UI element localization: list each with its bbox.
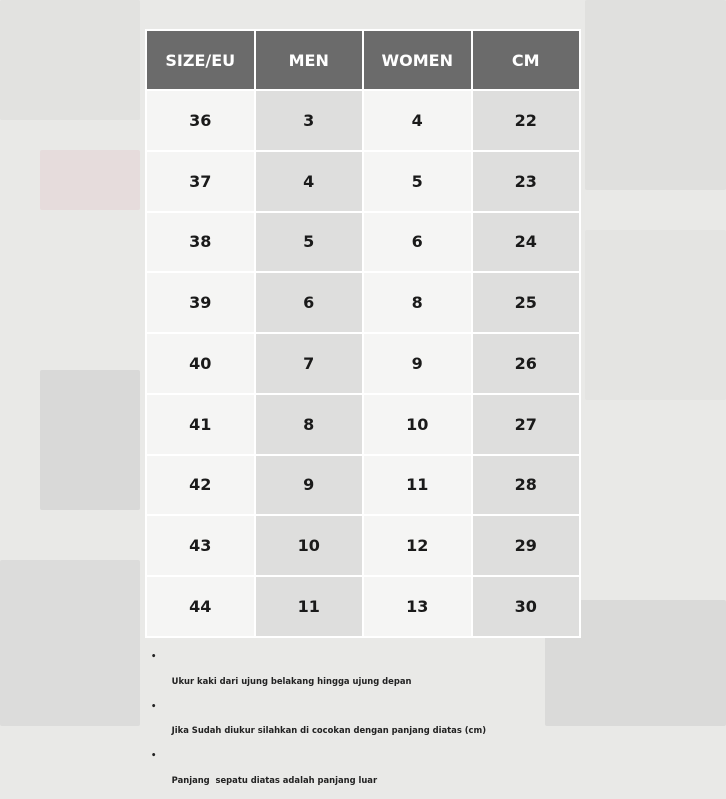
list-item bbox=[150, 650, 486, 700]
table-row bbox=[146, 151, 580, 212]
background-photo-top-left bbox=[0, 0, 140, 120]
bullet-icon: • bbox=[151, 750, 157, 761]
cell-women: 8 bbox=[363, 272, 472, 333]
table-row bbox=[146, 272, 580, 333]
cell-men: 5 bbox=[255, 212, 364, 273]
table-row bbox=[146, 394, 580, 455]
cell-men: 4 bbox=[255, 151, 364, 212]
table-row bbox=[146, 212, 580, 273]
measurement-notes bbox=[150, 650, 486, 799]
table-row bbox=[146, 333, 580, 394]
table-row bbox=[146, 515, 580, 576]
list-item bbox=[150, 700, 486, 750]
cell-men: 11 bbox=[255, 576, 364, 637]
header-women: WOMEN bbox=[363, 30, 472, 90]
cell-size-eu: 36 bbox=[146, 90, 255, 151]
bullet-icon: • bbox=[151, 651, 157, 661]
size-chart bbox=[145, 29, 581, 638]
table-row bbox=[146, 90, 580, 151]
cell-men: 3 bbox=[255, 90, 364, 151]
cell-cm: 25 bbox=[472, 272, 581, 333]
background-photo-left-shoe-red bbox=[40, 150, 140, 210]
note-text: Ukur kaki dari ujung belakang hingga ujung depan bbox=[171, 675, 412, 686]
cell-size-eu: 40 bbox=[146, 333, 255, 394]
table-row bbox=[146, 455, 580, 516]
list-item bbox=[150, 749, 486, 799]
cell-size-eu: 43 bbox=[146, 515, 255, 576]
cell-size-eu: 41 bbox=[146, 394, 255, 455]
bullet-icon: • bbox=[151, 700, 157, 711]
background-photo-right-mid bbox=[585, 230, 726, 400]
cell-women: 13 bbox=[363, 576, 472, 637]
cell-men: 9 bbox=[255, 455, 364, 516]
cell-cm: 30 bbox=[472, 576, 581, 637]
table-row bbox=[146, 576, 580, 637]
cell-cm: 26 bbox=[472, 333, 581, 394]
cell-women: 10 bbox=[363, 394, 472, 455]
cell-size-eu: 37 bbox=[146, 151, 255, 212]
header-men: MEN bbox=[255, 30, 364, 90]
cell-size-eu: 39 bbox=[146, 272, 255, 333]
cell-men: 10 bbox=[255, 515, 364, 576]
cell-women: 4 bbox=[363, 90, 472, 151]
cell-women: 11 bbox=[363, 455, 472, 516]
header-cm: CM bbox=[472, 30, 581, 90]
table-header-row bbox=[146, 30, 580, 90]
cell-men: 8 bbox=[255, 394, 364, 455]
cell-cm: 29 bbox=[472, 515, 581, 576]
note-text: Panjang sepatu diatas adalah panjang luar bbox=[171, 775, 378, 786]
background-photo-bottom-left bbox=[0, 560, 140, 726]
cell-size-eu: 44 bbox=[146, 576, 255, 637]
cell-cm: 22 bbox=[472, 90, 581, 151]
cell-cm: 24 bbox=[472, 212, 581, 273]
cell-men: 6 bbox=[255, 272, 364, 333]
note-text: Jika Sudah diukur silahkan di cocokan dengan panjang diatas (cm) bbox=[171, 725, 487, 736]
cell-women: 9 bbox=[363, 333, 472, 394]
cell-women: 5 bbox=[363, 151, 472, 212]
cell-women: 12 bbox=[363, 515, 472, 576]
cell-cm: 27 bbox=[472, 394, 581, 455]
cell-cm: 28 bbox=[472, 455, 581, 516]
cell-women: 6 bbox=[363, 212, 472, 273]
cell-size-eu: 38 bbox=[146, 212, 255, 273]
cell-men: 7 bbox=[255, 333, 364, 394]
cell-cm: 23 bbox=[472, 151, 581, 212]
size-table bbox=[145, 29, 581, 638]
background-photo-left-shoe-dark bbox=[40, 370, 140, 510]
background-photo-top-right bbox=[585, 0, 726, 190]
header-size-eu: SIZE/EU bbox=[146, 30, 255, 90]
cell-size-eu: 42 bbox=[146, 455, 255, 516]
